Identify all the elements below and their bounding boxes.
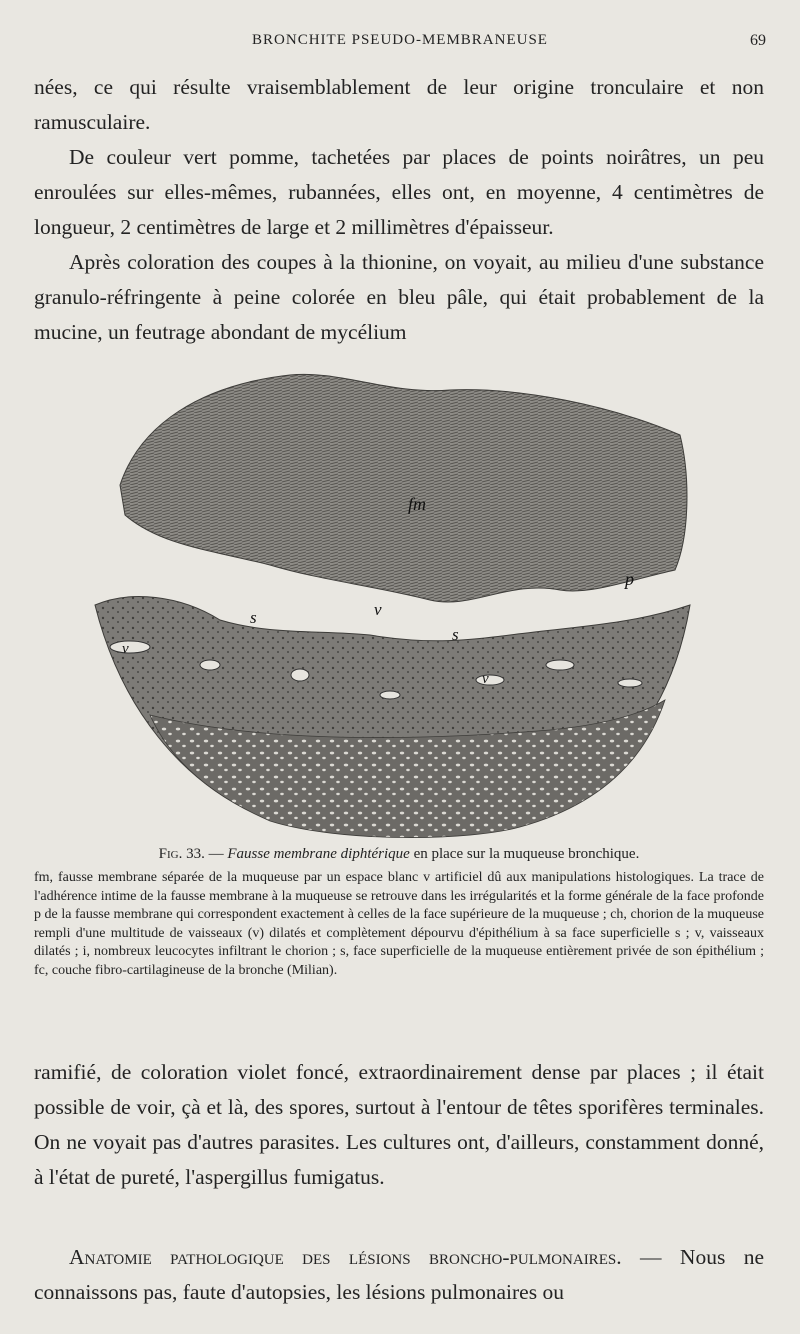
section-dash: — bbox=[640, 1245, 662, 1269]
section-paragraph bbox=[34, 1240, 764, 1310]
figure-label: Fig. 33. bbox=[158, 846, 205, 862]
figure-title: Fausse membrane diphtérique bbox=[227, 846, 410, 862]
label-v-center: v bbox=[374, 600, 382, 619]
paragraph: ramifié, de coloration violet foncé, extraordinairement dense par places ; il était possible de voir, çà et là, des spores, surtout à l'entour de têtes sporifères terminales. On ne voyait pas d'autres parasites. Les cultures ont, d'ailleurs, constamment donné, à l'état de pureté, l'aspergillus fumigatus. bbox=[34, 1060, 764, 1189]
running-title: BRONCHITE PSEUDO-MEMBRANEUSE bbox=[252, 32, 548, 48]
label-v-left: v bbox=[122, 641, 129, 657]
paragraph: De couleur vert pomme, tachetées par places de points noirâtres, un peu enroulées sur elles-mêmes, rubannées, elles ont, en moyenne, 4 centimètres de longueur, 2 centimètres de large et 2 millimètres d'épaisseur. bbox=[34, 145, 764, 239]
page-number: 69 bbox=[750, 32, 766, 49]
caption-dash: — bbox=[208, 846, 224, 862]
false-membrane-shape bbox=[120, 374, 687, 602]
caption-body: fm, fausse membrane séparée de la muqueuse par un espace blanc v artificiel dû aux manipulations histologiques. La trace de l'adhérence intime de la fausse membrane à la muqueuse se retrouve dans les irrégularités et la forme générale de la face profonde p de la fausse membrane qui correspondent exactement à celles de la face supérieure de la muqueuse ; ch, chorion de la muqueuse rempli d'une multitude de vaisseaux (v) dilatés et complètement dépourvu d'épithélium à sa face superficielle s ; v, vaisseaux dilatés ; i, nombreux leucocytes infiltrant le chorion ; s, face superficielle de la muqueuse entièrement privée de son épithélium ; fc, couche fibro-cartilagineuse de la bronche (Milian). bbox=[34, 870, 764, 978]
paragraph: Après coloration des coupes à la thionine, on voyait, au milieu d'une substance granulo-réfringente à peine colorée en bleu pâle, qui était probablement de la mucine, un feutrage abondant de mycélium bbox=[34, 250, 764, 344]
label-fm: fm bbox=[408, 494, 426, 514]
body-text-top bbox=[34, 70, 764, 350]
caption-title bbox=[34, 846, 764, 863]
figure-caption bbox=[34, 846, 764, 980]
figure-title-rest: en place sur la muqueuse bronchique. bbox=[413, 846, 640, 862]
histology-illustration bbox=[90, 365, 700, 845]
label-p: p bbox=[625, 569, 634, 589]
histology-figure bbox=[90, 365, 700, 845]
section-start bbox=[34, 1240, 764, 1310]
paragraph: nées, ce qui résulte vraisemblablement de leur origine tronculaire et non ramusculaire. bbox=[34, 75, 764, 134]
label-s-left: s bbox=[250, 608, 257, 627]
label-s-right: s bbox=[452, 625, 459, 644]
section-text: Nous ne connaissons pas, faute d'autopsies, les lésions pulmonaires ou bbox=[34, 1245, 765, 1304]
body-text-bottom bbox=[34, 1055, 764, 1195]
section-heading: Anatomie pathologique des lésions broncho-pulmonaires. bbox=[69, 1245, 622, 1269]
page-header bbox=[0, 32, 800, 56]
label-v-right: v bbox=[482, 671, 489, 687]
